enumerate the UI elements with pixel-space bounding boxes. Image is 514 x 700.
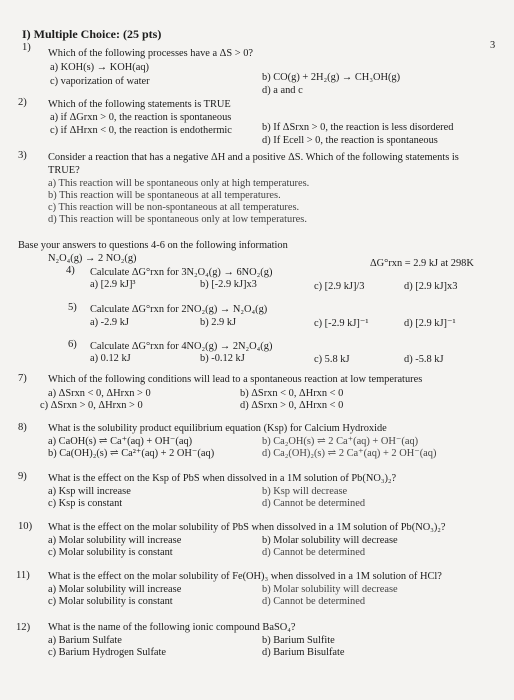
q6-option-c: c) 5.8 kJ [314,354,350,365]
q5-option-d: d) [2.9 kJ]⁻¹ [404,318,456,329]
q1-option-c: c) vaporization of water [50,76,150,87]
q8-option-c: b) Ca(OH)₂(s) ⇌ Ca²⁺(aq) + 2 OH⁻(aq) [48,448,215,459]
q7-option-c: c) ΔSrxn > 0, ΔHrxn > 0 [40,400,143,411]
q11-option-a: a) Molar solubility will increase [48,584,182,595]
q2-option-a: a) if ΔGrxn > 0, the reaction is spontaneous [50,112,232,123]
q7-number: 7) [18,373,27,384]
q3-option-d: d) This reaction will be spontaneous only at low temperatures. [48,214,307,225]
q3-option-c: c) This reaction will be non-spontaneous at all temperatures. [48,202,300,213]
q3-text-line2: TRUE? [48,165,80,176]
q9-option-c: c) Ksp is constant [48,498,123,509]
page-number: 3 [490,40,496,51]
q9-option-d: d) Cannot be determined [262,498,366,509]
q5-number: 5) [68,302,77,313]
q5-option-b: b) 2.9 kJ [200,317,237,328]
q9-option-a: a) Ksp will increase [48,486,131,497]
base-given-value: ΔG°rxn = 2.9 kJ at 298K [370,258,474,269]
q2-text: Which of the following statements is TRUE [48,99,231,110]
q6-option-d: d) -5.8 kJ [404,354,444,365]
q10-text: What is the effect on the molar solubility of PbS when dissolved in a 1M solution of Pb(NO₃)₂? [48,522,446,533]
q9-text: What is the effect on the Ksp of PbS when dissolved in a 1M solution of Pb(NO₃)₂? [48,473,397,484]
q3-number: 3) [18,150,27,161]
q8-number: 8) [18,422,27,433]
q1-option-a: a) KOH(s) → KOH(aq) [50,62,149,73]
q8-option-a: a) CaOH(s) ⇌ Ca⁺(aq) + OH⁻(aq) [48,436,193,447]
q10-option-c: c) Molar solubility is constant [48,547,173,558]
section-title: I) Multiple Choice: (25 pts) [22,27,162,41]
q12-option-c: c) Barium Hydrogen Sulfate [48,647,167,658]
base-reaction: N₂O₄(g) → 2 NO₂(g) [48,253,137,264]
q2-option-d: d) If Ecell > 0, the reaction is spontaneous [262,135,438,146]
q1-number: 1) [22,42,31,53]
q8-option-d: d) Ca₂(OH)₂(s) ⇌ 2 Ca⁺(aq) + 2 OH⁻(aq) [262,448,437,459]
q5-option-c: c) [-2.9 kJ]⁻¹ [314,318,369,329]
q2-option-b: b) If ΔSrxn > 0, the reaction is less disordered [262,122,454,133]
q12-option-a: a) Barium Sulfate [48,635,122,646]
q7-text: Which of the following conditions will lead to a spontaneous reaction at low temperatures [48,374,423,385]
q7-option-b: b) ΔSrxn < 0, ΔHrxn < 0 [240,388,344,399]
q5-option-a: a) -2.9 kJ [90,317,129,328]
q1-option-d: d) a and c [262,85,303,96]
q6-option-b: b) -0.12 kJ [200,353,245,364]
q4-number: 4) [66,265,75,276]
q6-text: Calculate ΔG°rxn for 4NO₂(g) → 2N₂O₄(g) [90,341,273,352]
q10-number: 10) [18,521,33,532]
q3-option-a: a) This reaction will be spontaneous only at high temperatures. [48,178,310,189]
q4-option-b: b) [-2.9 kJ]x3 [200,279,257,290]
q7-option-d: d) ΔSrxn > 0, ΔHrxn < 0 [240,400,344,411]
q12-number: 12) [16,622,31,633]
q3-option-b: b) This reaction will be spontaneous at all temperatures. [48,190,281,201]
q11-option-b: b) Molar solubility will decrease [262,584,398,595]
q2-option-c: c) if ΔHrxn < 0, the reaction is endothermic [50,125,232,136]
q11-number: 11) [16,570,30,581]
q9-option-b: b) Ksp will decrease [262,486,348,497]
q6-number: 6) [68,339,77,350]
q12-option-b: b) Barium Sulfite [262,635,335,646]
q3-text-line1: Consider a reaction that has a negative ΔH and a positive ΔS. Which of the following statements is [48,152,459,163]
q4-text: Calculate ΔG°rxn for 3N₂O₄(g) → 6NO₂(g) [90,267,273,278]
q4-option-d: d) [2.9 kJ]x3 [404,281,458,292]
base-info-intro: Base your answers to questions 4-6 on the following information [18,240,288,251]
q9-number: 9) [18,471,27,482]
q10-option-a: a) Molar solubility will increase [48,535,182,546]
q10-option-b: b) Molar solubility will decrease [262,535,398,546]
q12-option-d: d) Barium Bisulfate [262,647,345,658]
q12-text: What is the name of the following ionic compound BaSO₄? [48,622,296,633]
q8-text: What is the solubility product equilibrium equation (Ksp) for Calcium Hydroxide [48,423,387,434]
q10-option-d: d) Cannot be determined [262,547,366,558]
q1-option-b: b) CO(g) + 2H₂(g) → CH₃OH(g) [262,72,401,83]
q6-option-a: a) 0.12 kJ [90,353,131,364]
q11-option-c: c) Molar solubility is constant [48,596,173,607]
q7-option-a: a) ΔSrxn < 0, ΔHrxn > 0 [48,388,151,399]
q11-text: What is the effect on the molar solubility of Fe(OH)₃ when dissolved in a 1M solution of HCl? [48,571,442,582]
q8-option-b: b) Ca₂OH(s) ⇌ 2 Ca⁺(aq) + OH⁻(aq) [262,436,419,447]
q5-text: Calculate ΔG°rxn for 2NO₂(g) → N₂O₄(g) [90,304,268,315]
q11-option-d: d) Cannot be determined [262,596,366,607]
q2-number: 2) [18,97,27,108]
q4-option-c: c) [2.9 kJ]/3 [314,281,365,292]
q1-text: Which of the following processes have a ΔS > 0? [48,48,254,59]
q4-option-a: a) [2.9 kJ]³ [90,279,136,290]
